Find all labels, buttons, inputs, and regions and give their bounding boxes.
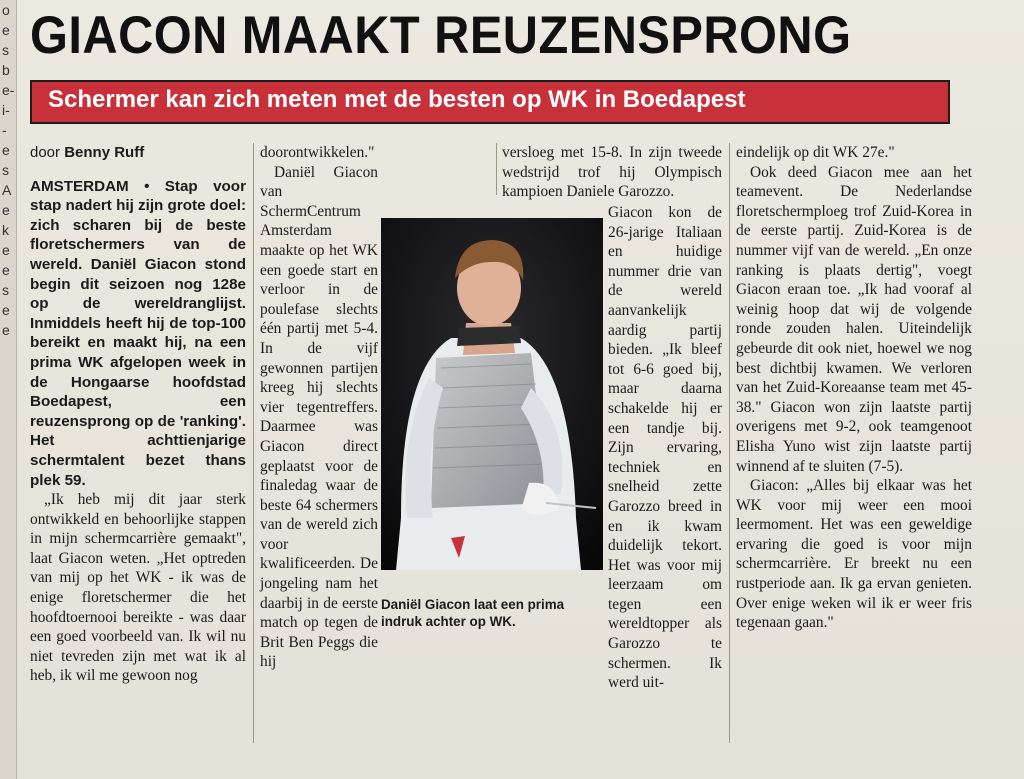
- strip-char: i-: [2, 102, 10, 118]
- strip-char: e-: [2, 82, 15, 98]
- fencer-illustration: [381, 218, 603, 570]
- strip-char: e: [2, 302, 10, 318]
- photo-caption: Daniël Giacon laat een prima indruk achter op WK.: [381, 597, 565, 629]
- strip-char: -: [2, 122, 7, 138]
- headline: GIACON MAAKT REUZENSPRONG: [30, 6, 852, 65]
- photo-fencer: [381, 218, 603, 570]
- byline-author: Benny Ruff: [64, 144, 145, 161]
- adjacent-article-edge: [0, 0, 17, 779]
- strip-char: e: [2, 322, 10, 338]
- body-paragraph: Ook deed Giacon mee aan het teamevent. De Nederlandse floretschermploeg trof Zuid-Korea in de eerste partij. Zuid-Korea is de nummer vijf van de wereld. „En onze ranking is plaats dertig", voegt Giacon eraan toe. „Ik had vooraf al weinig hoop dat wij de volgende ronde zouden halen. Uiteindelijk gebeurde dit ook niet, hoewel we nog best dichtbij kwamen. We verloren van het Zuid-Koreaanse team met 45-38." Giacon won zijn laatste partij overigens met 9-2, ook teamgenoot Elisha Yuno wist zijn laatste partij winnend af te sluiten (7-5).: [736, 163, 972, 475]
- intro-paragraph: [30, 177, 246, 491]
- dateline: AMSTERDAM •: [30, 177, 150, 195]
- column-divider: [496, 143, 497, 195]
- body-continuation: doorontwikkelen.": [260, 144, 375, 161]
- intro-text: Stap voor stap nadert hij zijn grote doel: zich scharen bij de beste floretschermers van de wereld. Daniël Giacon stond begin dit seizoen nog 128e op de wereldranglijst. Inmiddels heeft hij de top-100 bereikt en maakt hij, na een prima WK afgelopen week in de Hongaarse hoofdstad Boedapest, een reuzensprong op de 'ranking'. Het achttienjarige schermtalent bezet thans plek 59.: [30, 177, 247, 489]
- column-divider: [729, 143, 730, 743]
- body-paragraph: „Ik heb mij dit jaar sterk ontwikkeld en behoorlijke stappen in mijn schermcarrière gemaakt", laat Giacon weten. „Het optreden van mij op het WK - ik was de enige floretschermer die het hoofdtoernooi bereikte - was daar een goed voorbeeld van. Ik wil nu niet tevreden zijn met wat ik al heb, ik wil me gewoon nog: [30, 491, 246, 685]
- strip-char: e: [2, 142, 10, 158]
- column-2: [260, 143, 378, 672]
- strip-char: s: [2, 282, 9, 298]
- column-3-wrap: [608, 203, 722, 693]
- strip-char: e: [2, 262, 10, 278]
- body-paragraph: Giacon kon de 26-jarige Italiaan en huidige nummer drie van de wereld aanvankelijk aardig partij bieden. „Ik bleef tot 6-6 goed bij, maar daarna schakelde hij er een tandje bij. Zijn ervaring, techniek en snelheid zette Garozzo breed in en ik kwam duidelijk tekort. Het was voor mij leerzaam om tegen een wereldtopper als Garozzo te schermen. Ik werd uit-: [608, 204, 722, 692]
- column-divider: [253, 143, 254, 743]
- strip-char: e: [2, 202, 10, 218]
- body-paragraph: Daniël Giacon van SchermCentrum Amsterdam maakte op het WK een goede start en verloor in de poulefase slechts één partij met 5-4. In de vijf gewonnen partijen kreeg hij slechts vier tegentreffers. Daarmee was Giacon direct geplaatst voor de finaledag waar de beste 64 schermers van de wereld zich voor kwalificeerden. De jongeling nam het daarbij in de eerste match op tegen de Brit Ben Peggs die hij: [260, 163, 378, 671]
- strip-char: b: [2, 62, 10, 78]
- strip-char: k: [2, 222, 9, 238]
- strip-char: A: [2, 182, 12, 198]
- strip-char: e: [2, 22, 10, 38]
- body-continuation: versloeg met 15-8. In zijn tweede wedstrijd trof hij Olympisch kampioen Daniele Garozzo.: [502, 144, 722, 201]
- strip-char: s: [2, 42, 9, 58]
- byline: [30, 143, 246, 163]
- strip-char: s: [2, 162, 9, 178]
- column-4: [736, 143, 972, 633]
- byline-prefix: door: [30, 144, 61, 161]
- strip-char: e: [2, 242, 10, 258]
- body-continuation: eindelijk op dit WK 27e.": [736, 144, 895, 161]
- subheadline: Schermer kan zich meten met de besten op WK in Boedapest: [48, 86, 746, 113]
- column-1: [30, 143, 246, 686]
- body-paragraph: Giacon: „Alles bij elkaar was het WK voor mij weer een mooi leermoment. Het was een geweldige ervaring die goed is voor mijn schermcarrière. Er breekt nu een rustperiode aan. Ik ga ervan genieten. Over enige weken wil ik er weer fris tegenaan gaan.": [736, 477, 972, 632]
- strip-char: o: [2, 2, 10, 18]
- column-3: [502, 143, 722, 202]
